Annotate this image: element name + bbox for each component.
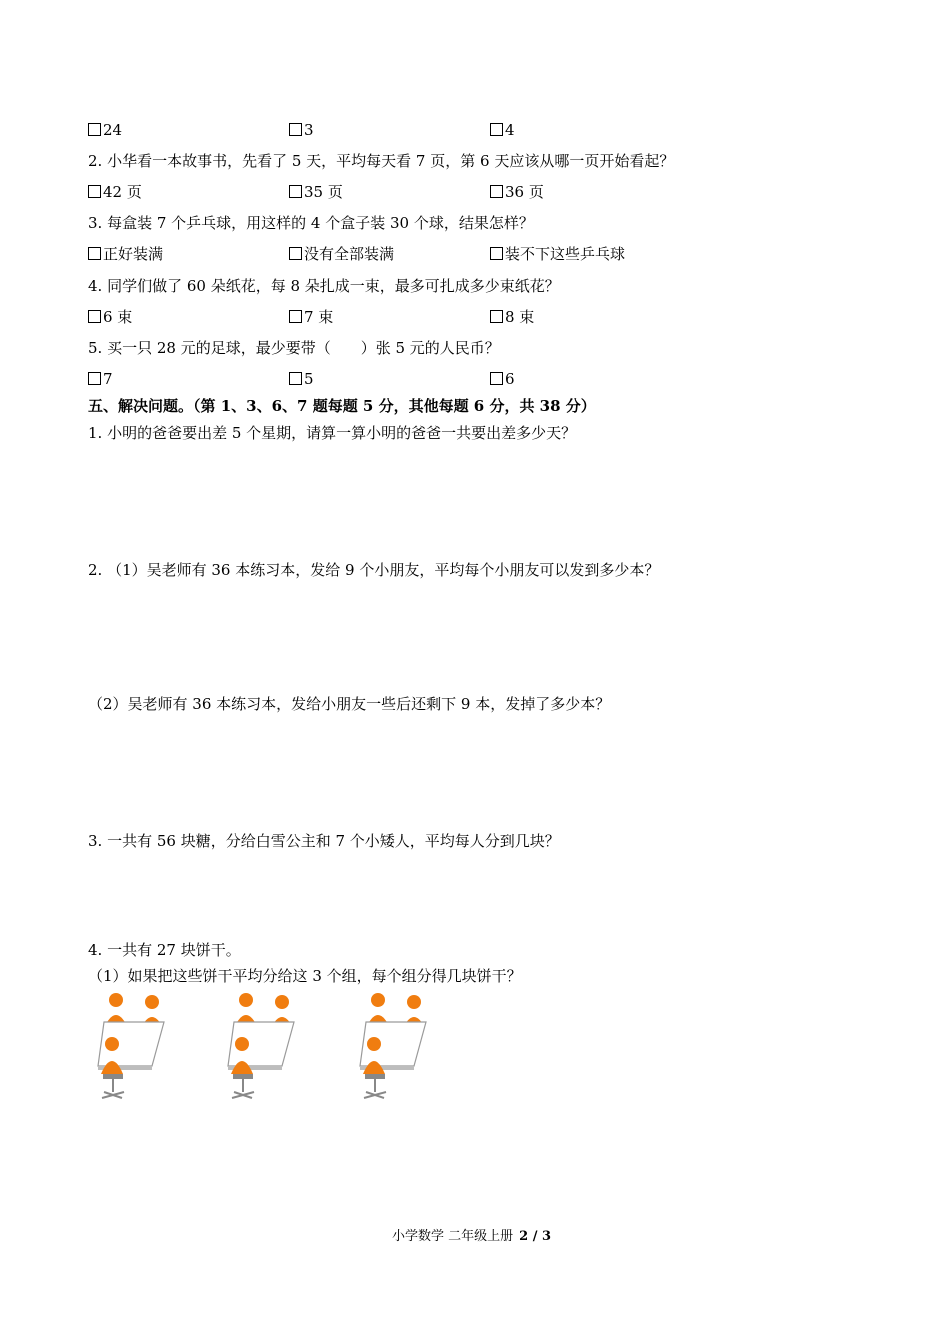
q5-options [88, 369, 688, 389]
group-figure [228, 993, 294, 1098]
checkbox-icon[interactable] [88, 372, 101, 385]
q3-option-b[interactable]: 没有全部装满 [289, 244, 394, 264]
problem-2-part-1: 2. （1）吴老师有 36 本练习本，发给 9 个小朋友，平均每个小朋友可以发到多少本？ [88, 561, 660, 579]
problem-1: 1. 小明的爸爸要出差 5 个星期，请算一算小明的爸爸一共要出差多少天？ [88, 424, 577, 442]
checkbox-icon[interactable] [289, 123, 302, 136]
q4-option-a[interactable]: 6 束 [88, 307, 132, 327]
footer-subject: 小学数学 二年级上册 [392, 1229, 514, 1244]
checkbox-icon[interactable] [289, 185, 302, 198]
checkbox-icon[interactable] [88, 123, 101, 136]
q3-option-a[interactable]: 正好装满 [88, 244, 163, 264]
problem-2-part-2: （2）吴老师有 36 本练习本，发给小朋友一些后还剩下 9 本，发掉了多少本？ [88, 695, 611, 713]
q1-option-c[interactable]: 4 [490, 120, 515, 140]
checkbox-icon[interactable] [490, 372, 503, 385]
section5-heading: 五、解决问题。（第 1、3、6、7 题每题 5 分，其他每题 6 分，共 38 分） [88, 397, 596, 415]
q5-option-c[interactable]: 6 [490, 369, 515, 389]
q2-option-c[interactable]: 36 页 [490, 182, 544, 202]
group-figure [360, 993, 426, 1098]
q4-options [88, 307, 688, 327]
q1-options [88, 120, 688, 140]
checkbox-icon[interactable] [490, 185, 503, 198]
checkbox-icon[interactable] [88, 310, 101, 323]
q5-text: 5. 买一只 28 元的足球，最少要带（ ）张 5 元的人民币？ [88, 339, 500, 357]
q3-options [88, 244, 688, 264]
group-illustration-2 [222, 992, 302, 1104]
checkbox-icon[interactable] [88, 185, 101, 198]
checkbox-icon[interactable] [289, 372, 302, 385]
q5-option-b[interactable]: 5 [289, 369, 314, 389]
checkbox-icon[interactable] [289, 310, 302, 323]
group-illustration-3 [354, 992, 434, 1104]
q4-option-c[interactable]: 8 束 [490, 307, 534, 327]
checkbox-icon[interactable] [490, 247, 503, 260]
problem-3: 3. 一共有 56 块糖，分给白雪公主和 7 个小矮人，平均每人分到几块？ [88, 832, 560, 850]
q2-option-a[interactable]: 42 页 [88, 182, 142, 202]
group-figure [98, 993, 164, 1098]
q1-option-b[interactable]: 3 [289, 120, 314, 140]
q4-text: 4. 同学们做了 60 朵纸花，每 8 朵扎成一束，最多可扎成多少束纸花？ [88, 277, 560, 295]
checkbox-icon[interactable] [490, 310, 503, 323]
q2-options [88, 182, 688, 202]
problem-4-part-1: （1）如果把这些饼干平均分给这 3 个组，每个组分得几块饼干？ [88, 967, 522, 985]
q1-option-a[interactable]: 24 [88, 120, 122, 140]
problem-4: 4. 一共有 27 块饼干。 [88, 941, 241, 959]
checkbox-icon[interactable] [88, 247, 101, 260]
q4-option-b[interactable]: 7 束 [289, 307, 333, 327]
page-number: 2 / 3 [519, 1229, 552, 1244]
q2-text: 2. 小华看一本故事书，先看了 5 天，平均每天看 7 页，第 6 天应该从哪一页开始看起？ [88, 152, 675, 170]
checkbox-icon[interactable] [490, 123, 503, 136]
checkbox-icon[interactable] [289, 247, 302, 260]
group-illustration-1 [92, 992, 172, 1104]
q2-option-b[interactable]: 35 页 [289, 182, 343, 202]
q3-option-c[interactable]: 装不下这些乒乓球 [490, 244, 625, 264]
q3-text: 3. 每盒装 7 个乒乓球，用这样的 4 个盒子装 30 个球，结果怎样？ [88, 214, 534, 232]
page-footer [392, 1228, 551, 1246]
q5-option-a[interactable]: 7 [88, 369, 113, 389]
